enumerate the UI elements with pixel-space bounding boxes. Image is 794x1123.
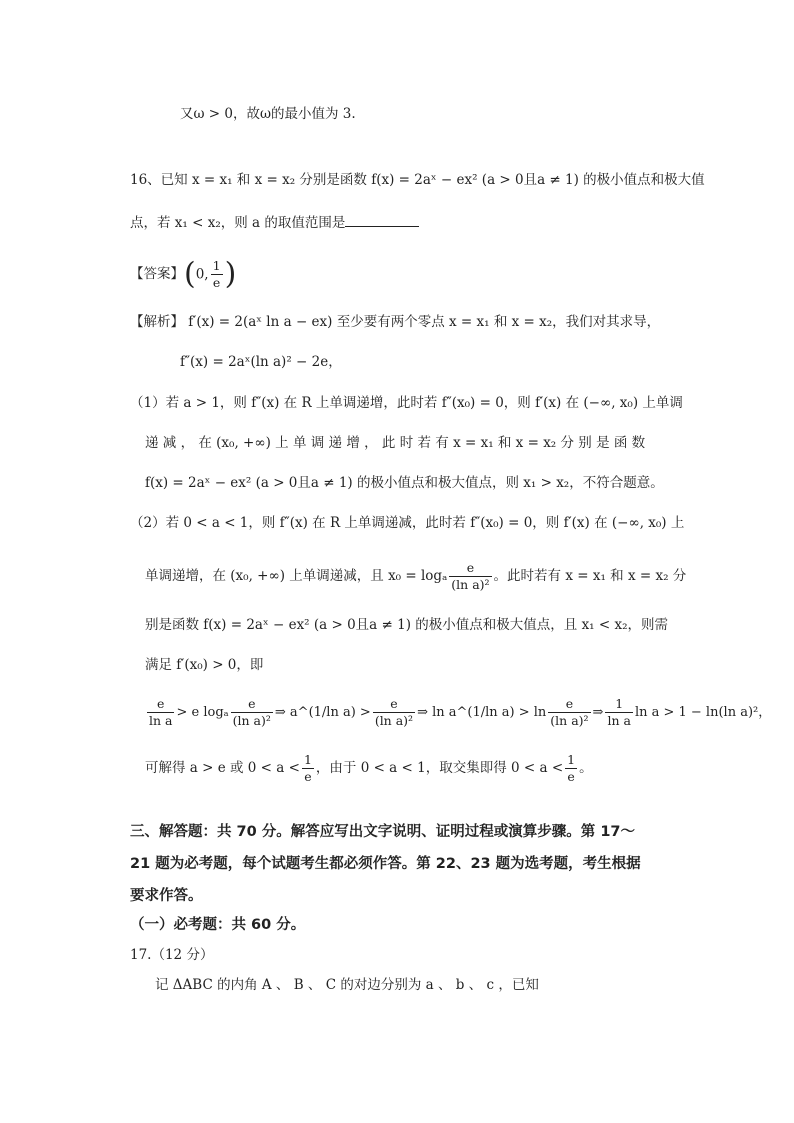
section3-heading-line2: 21 题为必考题，每个试题考生都必须作答。第 22、23 题为选考题，考生根据 xyxy=(130,856,641,872)
q17-stem: 记 ΔABC 的内角 A 、 B 、 C 的对边分别为 a 、 b 、 c ，已知 xyxy=(155,977,539,993)
q16-inequality-chain: $\frac{e}{\text{ln a}}$ > e logₐ $\frac{e}{\text{(ln a)²}}$ ⇒ a^(1/ln a) > $\frac{e}{\text{(ln a)²}}$ ⇒ ln a^(1/ln a) > ln $\frac{e}{\text{(ln a)²}}$ ⇒ $\frac{1}{\text{ln a}}$ ln a > 1 − ln(ln a)²， xyxy=(149,696,772,728)
q16-analysis-line2: f″(x) = 2aˣ(ln a)² − 2e， xyxy=(180,354,342,370)
section3-heading-line3: 要求作答。 xyxy=(130,888,203,904)
answer-blank xyxy=(345,212,419,227)
q16-analysis-line1: 【解析】 f′(x) = 2(aˣ ln a − ex) 至少要有两个零点 x = x₁ 和 x = x₂，我们对其求导， xyxy=(130,314,661,330)
required-questions-heading: （一）必考题：共 60 分。 xyxy=(130,917,306,933)
section3-heading-line1: 三、解答题：共 70 分。解答应写出文字说明、证明过程或演算步骤。第 17～ xyxy=(130,824,635,840)
prev-conclusion: 又ω > 0，故ω的最小值为 3. xyxy=(180,106,356,122)
q16-case2-line4: 满足 f′(x₀) > 0，即 xyxy=(145,657,264,673)
q16-case1-line1: （1）若 a > 1，则 f″(x) 在 R 上单调递增，此时若 f″(x₀) = 0，则 f′(x) 在 (−∞, x₀) 上单调 xyxy=(130,395,683,411)
q16-conclusion: 可解得 a > e 或 0 < a < $\frac{1}{e}$ ，由于 0 < a < 1，取交集即得 0 < a < $\frac{1}{e}$ 。 xyxy=(145,752,593,784)
q16-case2-line2: 单调递增，在 (x₀, +∞) 上单调递减，且 x₀ = logₐ $\frac{e}{\text{(ln a)²}}$ 。此时若有 x = x₁ 和 x = x₂ 分 xyxy=(145,560,687,592)
q16-case1-line2: 递 减 ， 在 (x₀, +∞) 上 单 调 递 增 ， 此 时 若 有 x = x₁ 和 x = x₂ 分 别 是 函 数 xyxy=(145,435,646,451)
q16-stem-line1: 16、已知 x = x₁ 和 x = x₂ 分别是函数 f(x) = 2aˣ − ex² (a > 0且a ≠ 1) 的极小值点和极大值 xyxy=(130,172,705,188)
q16-answer: 【答案】(0, $\frac{1}{e}$ ) xyxy=(130,256,237,292)
q16-case1-line3: f(x) = 2aˣ − ex² (a > 0且a ≠ 1) 的极小值点和极大值点，则 x₁ > x₂，不符合题意。 xyxy=(145,475,664,491)
q17-number: 17.（12 分） xyxy=(130,947,214,963)
q16-case2-line1: （2）若 0 < a < 1，则 f″(x) 在 R 上单调递减，此时若 f″(x₀) = 0，则 f′(x) 在 (−∞, x₀) 上 xyxy=(130,515,685,531)
q16-case2-line3: 别是函数 f(x) = 2aˣ − ex² (a > 0且a ≠ 1) 的极小值点和极大值点，且 x₁ < x₂，则需 xyxy=(145,617,669,633)
q16-stem-line2: 点，若 x₁ < x₂，则 a 的取值范围是 xyxy=(130,212,419,233)
